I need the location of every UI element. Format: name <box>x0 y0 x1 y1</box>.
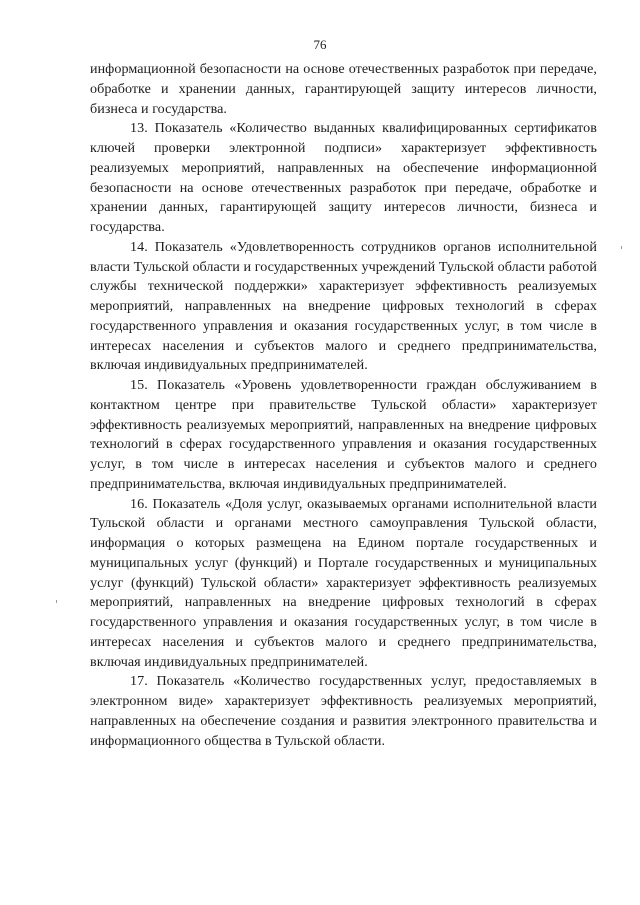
paragraph-17: 17. Показатель «Количество государственных услуг, предоставляемых в электронном виде» характеризует эффективность реализуемых мероприятий, направленных на обеспечение создания и развития электронного правительства и информационного общества в Тульской области. <box>90 673 597 749</box>
paragraph-15: 15. Показатель «Уровень удовлетворенности граждан обслуживанием в контактном центре при правительстве Тульской области» характеризует эффективность реализуемых мероприятий, направленных на внедрение цифровых технологий в сферах государственного управления и оказания государственных услуг, в том числе в интересах населения и субъектов малого и среднего предпринимательства, включая индивидуальных предпринимателей. <box>90 377 597 492</box>
document-body <box>90 60 597 751</box>
scan-speck <box>56 600 57 603</box>
paragraph-continuation: информационной безопасности на основе отечественных разработок при передаче, обработке и хранении данных, гарантирующей защиту интересов личности, бизнеса и государства. <box>90 61 597 117</box>
paragraph-13: 13. Показатель «Количество выданных квалифицированных сертификатов ключей проверки электронной подписи» характеризует эффективность реализуемых мероприятий, направленных на обеспечение информационной безопасности на основе отечественных разработок при передаче, обработке и хранении данных, гарантирующей защиту интересов личности, бизнеса и государства. <box>90 120 597 235</box>
page-number: 76 <box>313 37 327 52</box>
paragraph-14: 14. Показатель «Удовлетворенность сотрудников органов исполнительной власти Тульской области и государственных учреждений Тульской области работой службы технической поддержки» характеризует эффективность реализуемых мероприятий, направленных на внедрение цифровых технологий в сферах государственного управления и оказания государственных услуг, в том числе в интересах населения и субъектов малого и среднего предпринимательства, включая индивидуальных предпринимателей. <box>90 238 597 374</box>
scan-speck <box>621 246 622 249</box>
paragraph-16: 16. Показатель «Доля услуг, оказываемых органами исполнительной власти Тульской области и органами местного самоуправления Тульской области, информация о которых размещена на Едином портале государственных и муниципальных услуг (функций) и Портале государственных и муниципальных услуг (функций) Тульской области» характеризует эффективность реализуемых мероприятий, направленных на внедрение цифровых технологий в сферах государственного управления и оказания государственных услуг, в том числе в интересах населения и субъектов малого и среднего предпринимательства, включая индивидуальных предпринимателей. <box>90 495 597 670</box>
